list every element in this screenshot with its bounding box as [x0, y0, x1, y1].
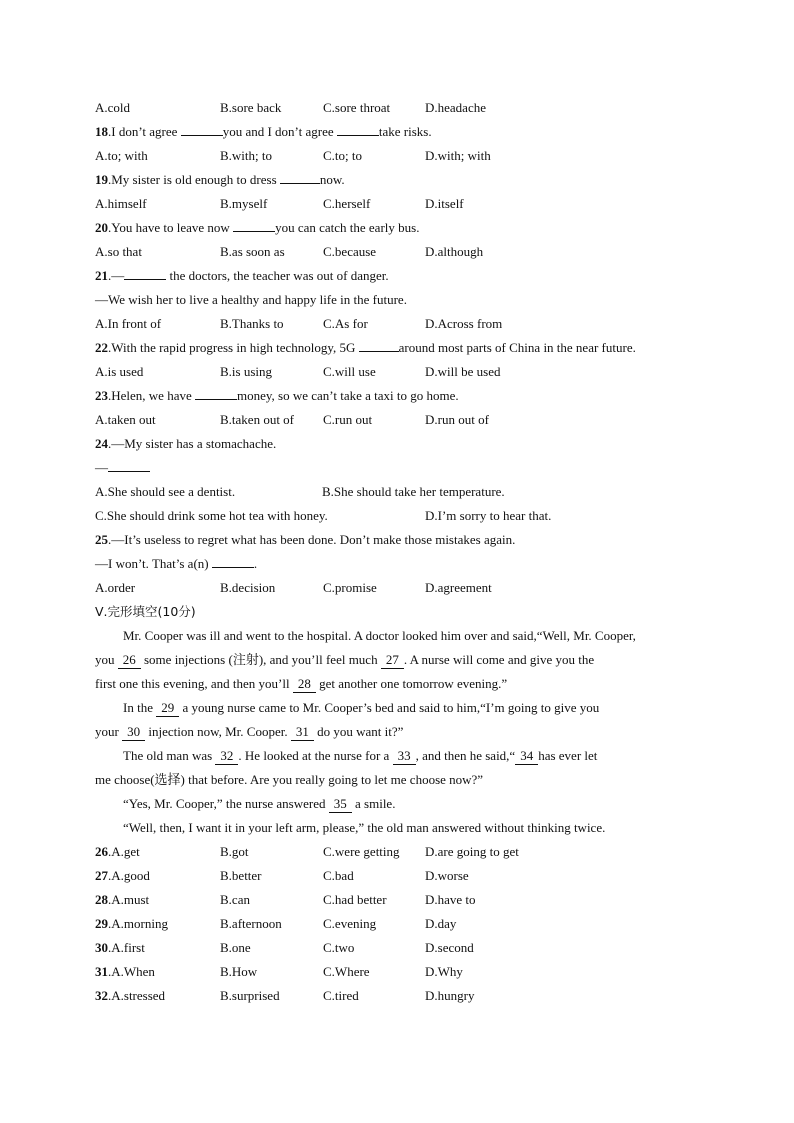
cloze-blank-30: 30	[122, 724, 145, 741]
option-a: A.is used	[95, 364, 144, 379]
question-number: 31	[95, 964, 108, 979]
option-text: .A.get	[108, 844, 140, 859]
passage-text: get another one tomorrow evening.”	[315, 676, 508, 691]
passage-line: me choose(选择) that before. Are you really going to let me choose now?”	[95, 772, 484, 787]
option-d: D.worse	[425, 868, 469, 883]
option-b: B.Thanks to	[220, 316, 284, 331]
question-number: 23	[95, 388, 108, 403]
passage-text: do you want it?”	[313, 724, 404, 739]
option-a: A.himself	[95, 196, 147, 211]
question-number: 25	[95, 532, 108, 547]
option-text: .A.When	[108, 964, 155, 979]
question-number: 24	[95, 436, 108, 451]
passage-text: . A nurse will come and give you the	[403, 652, 595, 667]
option-c: C.She should drink some hot tea with honey.	[95, 508, 328, 523]
passage-text: you	[95, 652, 118, 667]
question-text: around most parts of China in the near future.	[398, 340, 636, 355]
question-text: money, so we can’t take a taxi to go home.	[237, 388, 459, 403]
question-text: .I don’t agree	[108, 124, 181, 139]
option-a	[95, 864, 150, 888]
option-a: A.In front of	[95, 316, 162, 331]
answer-blank	[124, 264, 166, 280]
passage-line: Mr. Cooper was ill and went to the hospital. A doctor looked him over and said,“Well, Mr. Cooper,	[123, 628, 636, 643]
option-c: C.herself	[323, 196, 371, 211]
option-c: C.bad	[323, 868, 354, 883]
answer-blank	[195, 384, 237, 400]
dash: —	[95, 460, 108, 475]
question-22	[95, 336, 636, 360]
question-number: 29	[95, 916, 108, 931]
passage-text: first one this evening, and then you’ll	[95, 676, 293, 691]
option-b: B.taken out of	[220, 412, 295, 427]
option-c: C.evening	[323, 916, 377, 931]
option-c: C.two	[323, 940, 355, 955]
passage-line	[95, 648, 594, 672]
option-a: A.taken out	[95, 412, 156, 427]
question-number: 22	[95, 340, 108, 355]
passage-line	[123, 792, 395, 816]
passage-text: some injections (注射), and you’ll feel much	[140, 652, 381, 667]
question-19	[95, 168, 345, 192]
cloze-blank-27: 27	[381, 652, 404, 669]
question-18	[95, 120, 432, 144]
question-text: the doctors, the teacher was out of danger.	[166, 268, 389, 283]
option-b: B.got	[220, 844, 249, 859]
answer-blank	[280, 168, 320, 184]
option-c: C.because	[323, 244, 377, 259]
option-text: .A.good	[108, 868, 150, 883]
question-text: take risks.	[378, 124, 432, 139]
option-b: B.as soon as	[220, 244, 285, 259]
option-c: C.had better	[323, 892, 387, 907]
question-text: .Helen, we have	[108, 388, 195, 403]
question-text: .With the rapid progress in high technology, 5G	[108, 340, 359, 355]
cloze-blank-29: 29	[156, 700, 179, 717]
question-23	[95, 384, 459, 408]
question-text: .My sister is old enough to dress	[108, 172, 280, 187]
passage-line	[95, 720, 403, 744]
passage-text: your	[95, 724, 123, 739]
question-text: .—It’s useless to regret what has been done. Don’t make those mistakes again.	[108, 532, 516, 547]
cloze-blank-32: 32	[215, 748, 238, 765]
question-24	[95, 432, 276, 456]
answer-blank	[359, 336, 399, 352]
passage-text: a young nurse came to Mr. Cooper’s bed and said to him,“I’m going to give you	[179, 700, 600, 715]
option-c: C.run out	[323, 412, 373, 427]
question-text: you can catch the early bus.	[275, 220, 420, 235]
question-text: now.	[319, 172, 345, 187]
option-text: .A.first	[108, 940, 145, 955]
section-title: Ⅴ.完形填空(10分)	[95, 604, 196, 619]
option-c: C.Where	[323, 964, 370, 979]
option-a	[95, 960, 155, 984]
passage-line: “Well, then, I want it in your left arm, please,” the old man answered without thinking twice.	[123, 820, 606, 835]
option-c: C.tired	[323, 988, 359, 1003]
option-text: .A.morning	[108, 916, 168, 931]
option-a	[95, 936, 145, 960]
option-a	[95, 840, 140, 864]
passage-line	[123, 744, 597, 768]
option-c: C.will use	[323, 364, 376, 379]
option-a: A.so that	[95, 244, 142, 259]
option-d: D.have to	[425, 892, 476, 907]
option-d: D.hungry	[425, 988, 475, 1003]
option-c: C.As for	[323, 316, 368, 331]
question-number: 26	[95, 844, 108, 859]
passage-text: has ever let	[538, 748, 598, 763]
question-21	[95, 264, 389, 288]
cloze-blank-33: 33	[393, 748, 416, 765]
option-b: B.afternoon	[220, 916, 282, 931]
option-b: B.better	[220, 868, 262, 883]
option-d: D.Why	[425, 964, 463, 979]
option-a: A.to; with	[95, 148, 148, 163]
option-c: C.promise	[323, 580, 377, 595]
option-d: D.although	[425, 244, 484, 259]
option-d: D.Across from	[425, 316, 503, 331]
question-text: —I won’t. That’s a(n)	[95, 556, 212, 571]
question-text: you and I don’t agree	[222, 124, 337, 139]
cloze-blank-28: 28	[293, 676, 316, 693]
option-b: B.can	[220, 892, 250, 907]
option-b: B.myself	[220, 196, 268, 211]
passage-text: , and then he said,“	[415, 748, 516, 763]
question-24-reply	[95, 456, 150, 480]
question-25	[95, 528, 515, 552]
answer-blank	[212, 552, 254, 568]
passage-line	[123, 696, 599, 720]
option-c: C.to; to	[323, 148, 363, 163]
answer-blank	[337, 120, 379, 136]
question-number: 20	[95, 220, 108, 235]
passage-text: a smile.	[351, 796, 396, 811]
passage-text: The old man was	[123, 748, 216, 763]
option-a	[95, 984, 165, 1008]
passage-text: . He looked at the nurse for a	[238, 748, 393, 763]
answer-blank	[233, 216, 275, 232]
passage-line	[95, 672, 507, 696]
option-c: C.sore throat	[323, 100, 391, 115]
option-a: A.order	[95, 580, 136, 595]
option-text: .A.stressed	[108, 988, 166, 1003]
option-d: D.agreement	[425, 580, 492, 595]
question-text: .—My sister has a stomachache.	[108, 436, 277, 451]
question-21-reply: —We wish her to live a healthy and happy life in the future.	[95, 292, 407, 307]
option-a	[95, 912, 168, 936]
question-25-reply	[95, 552, 257, 576]
question-text: .—	[108, 268, 125, 283]
option-b: B.one	[220, 940, 251, 955]
question-number: 32	[95, 988, 108, 1003]
cloze-blank-34: 34	[515, 748, 538, 765]
passage-text: In the	[123, 700, 157, 715]
option-d: D.itself	[425, 196, 464, 211]
answer-blank	[108, 456, 150, 472]
passage-text: injection now, Mr. Cooper.	[145, 724, 291, 739]
question-number: 19	[95, 172, 108, 187]
question-number: 27	[95, 868, 108, 883]
cloze-blank-31: 31	[291, 724, 314, 741]
option-a: A.cold	[95, 100, 131, 115]
option-b: B.decision	[220, 580, 276, 595]
option-d: D.day	[425, 916, 457, 931]
question-number: 18	[95, 124, 108, 139]
option-a: A.She should see a dentist.	[95, 484, 236, 499]
option-d: D.are going to get	[425, 844, 519, 859]
option-b: B.sore back	[220, 100, 282, 115]
option-d: D.run out of	[425, 412, 489, 427]
question-text: .	[253, 556, 258, 571]
question-number: 21	[95, 268, 108, 283]
option-b: B.How	[220, 964, 258, 979]
option-c: C.were getting	[323, 844, 400, 859]
option-d: D.I’m sorry to hear that.	[425, 508, 552, 523]
question-number: 28	[95, 892, 108, 907]
option-b: B.She should take her temperature.	[322, 484, 505, 499]
option-b: B.is using	[220, 364, 273, 379]
question-text: .You have to leave now	[108, 220, 234, 235]
cloze-blank-26: 26	[118, 652, 141, 669]
option-a	[95, 888, 149, 912]
option-d: D.will be used	[425, 364, 501, 379]
option-b: B.surprised	[220, 988, 280, 1003]
question-20	[95, 216, 419, 240]
passage-text: “Yes, Mr. Cooper,” the nurse answered	[123, 796, 329, 811]
option-d: D.with; with	[425, 148, 491, 163]
answer-blank	[181, 120, 223, 136]
question-number: 30	[95, 940, 108, 955]
option-text: .A.must	[108, 892, 150, 907]
option-d: D.second	[425, 940, 474, 955]
option-d: D.headache	[425, 100, 486, 115]
option-b: B.with; to	[220, 148, 273, 163]
cloze-blank-35: 35	[329, 796, 352, 813]
